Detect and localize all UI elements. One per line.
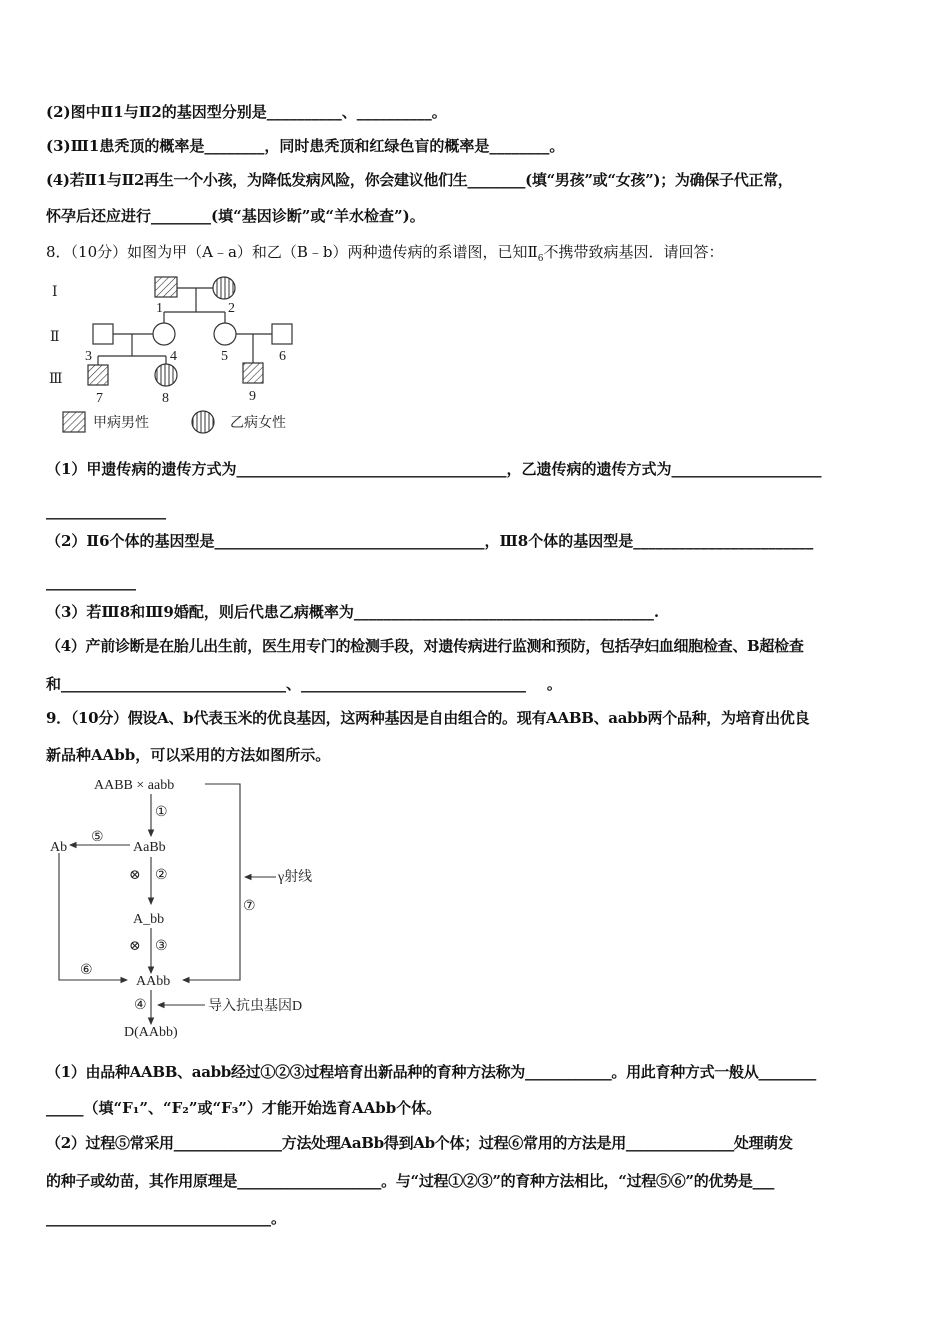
f1-label: AaBb: [133, 840, 166, 855]
cross-label: AABB × aabb: [94, 778, 175, 793]
gene-label: 导入抗虫基因D: [208, 999, 303, 1014]
svg-text:⑥: ⑥: [80, 963, 93, 978]
gen-label-2: Ⅱ: [50, 330, 60, 345]
q7-part4-line1: (4)若Ⅱ1与Ⅱ2再生一个小孩，为降低发病风险，你会建议他们生________(填“男孩”或“女孩”)；为确保子代正常，: [46, 171, 793, 189]
legend-jia: 甲病男性: [93, 416, 149, 431]
svg-text:4: 4: [170, 349, 177, 364]
individual-II5: [214, 323, 236, 345]
q9-stem-line1: 9．（10分）假设A、b代表玉米的优良基因，这两种基因是自由组合的。现有AABB、aabb两个品种，为培育出优良: [46, 709, 810, 727]
pedigree-chart: [49, 277, 292, 433]
svg-text:3: 3: [85, 349, 92, 364]
svg-text:2: 2: [228, 301, 235, 316]
svg-text:9: 9: [249, 389, 256, 404]
individual-I2: [213, 277, 235, 299]
product-label: D(AAbb): [124, 1025, 178, 1040]
legend-yi-icon: [192, 411, 214, 433]
individual-II3: [93, 324, 113, 344]
breeding-flowchart: [50, 778, 312, 1040]
q8-stem-sub: 6: [537, 254, 544, 264]
target-label: AAbb: [136, 974, 171, 989]
q8-part1-line2: ________________: [46, 502, 166, 520]
q8-part1-line1: （1）甲遗传病的遗传方式为____________________________________，乙遗传病的遗传方式为____________________: [46, 460, 822, 478]
q9-part2-line2: 的种子或幼苗，其作用原理是____________________。与“过程①②③”的育种方法相比，“过程⑤⑥”的优势是___: [46, 1172, 775, 1190]
q8-stem-end: 不携带致病基因．请回答：: [543, 243, 724, 261]
svg-text:⊗: ⊗: [129, 868, 141, 883]
abb-label: A_bb: [133, 912, 165, 927]
q7-part4-line2: 怀孕后还应进行________(填“基因诊断”或“羊水检查”)。: [46, 207, 425, 225]
q9-stem-line2: 新品种AAbb，可以采用的方法如图所示。: [46, 746, 331, 764]
gamma-label: γ射线: [278, 870, 313, 885]
svg-text:7: 7: [96, 391, 103, 406]
svg-text:①: ①: [155, 805, 168, 820]
q8-part4-line1: （4）产前诊断是在胎儿出生前，医生用专门的检测手段，对遗传病进行监测和预防，包括孕妇血细胞检查、B超检查: [46, 637, 804, 655]
q8-part2-line1: （2）Ⅱ6个体的基因型是____________________________________，Ⅲ8个体的基因型是________________________: [46, 532, 814, 550]
q7-part2: (2)图中Ⅱ1与Ⅱ2的基因型分别是__________、__________。: [46, 103, 447, 121]
svg-text:6: 6: [279, 349, 286, 364]
q9-part2-line1: （2）过程⑤常采用_______________方法处理AaBb得到Ab个体；过程⑥常用的方法是用_______________处理萌发: [46, 1134, 793, 1152]
q7-part3: (3)Ⅲ1患秃顶的概率是________，同时患秃顶和红绿色盲的概率是________。: [46, 137, 565, 155]
q9-part1-line1: （1）由品种AABB、aabb经过①②③过程培育出新品种的育种方法称为____________。用此育种方式一般从________: [46, 1063, 816, 1081]
q9-part1-line2: _____（填“F₁”、“F₂”或“F₃”）才能开始选育AAbb个体。: [46, 1099, 442, 1117]
q8-part2-line2: ____________: [46, 573, 136, 591]
individual-III8: [155, 364, 177, 386]
svg-text:②: ②: [155, 868, 168, 883]
legend-yi: 乙病女性: [230, 416, 286, 431]
svg-text:⊗: ⊗: [129, 939, 141, 954]
individual-III7: [88, 365, 108, 385]
individual-I1: [155, 277, 177, 297]
gen-label-1: Ⅰ: [52, 285, 58, 300]
svg-text:④: ④: [134, 998, 147, 1013]
individual-III9: [243, 363, 263, 383]
q8-part4-line2: 和______________________________、______________________________ 。: [46, 675, 562, 693]
individual-II6: [272, 324, 292, 344]
svg-text:8: 8: [162, 391, 169, 406]
q8-part3: （3）若Ⅲ8和Ⅲ9婚配，则后代患乙病概率为________________________________________.: [46, 603, 660, 621]
svg-text:⑦: ⑦: [243, 899, 256, 914]
svg-text:1: 1: [156, 301, 163, 316]
q9-part2-line3: ______________________________。: [46, 1209, 287, 1227]
q8-stem-text: 8．（10分）如图为甲（A﹣a）和乙（B﹣b）两种遗传病的系谱图，已知Ⅱ: [46, 243, 538, 261]
individual-II4: [153, 323, 175, 345]
svg-text:⑤: ⑤: [91, 830, 104, 845]
svg-text:5: 5: [221, 349, 228, 364]
gen-label-3: Ⅲ: [49, 372, 63, 387]
legend-jia-icon: [63, 412, 85, 432]
svg-text:③: ③: [155, 939, 168, 954]
haploid-label: Ab: [50, 840, 68, 855]
